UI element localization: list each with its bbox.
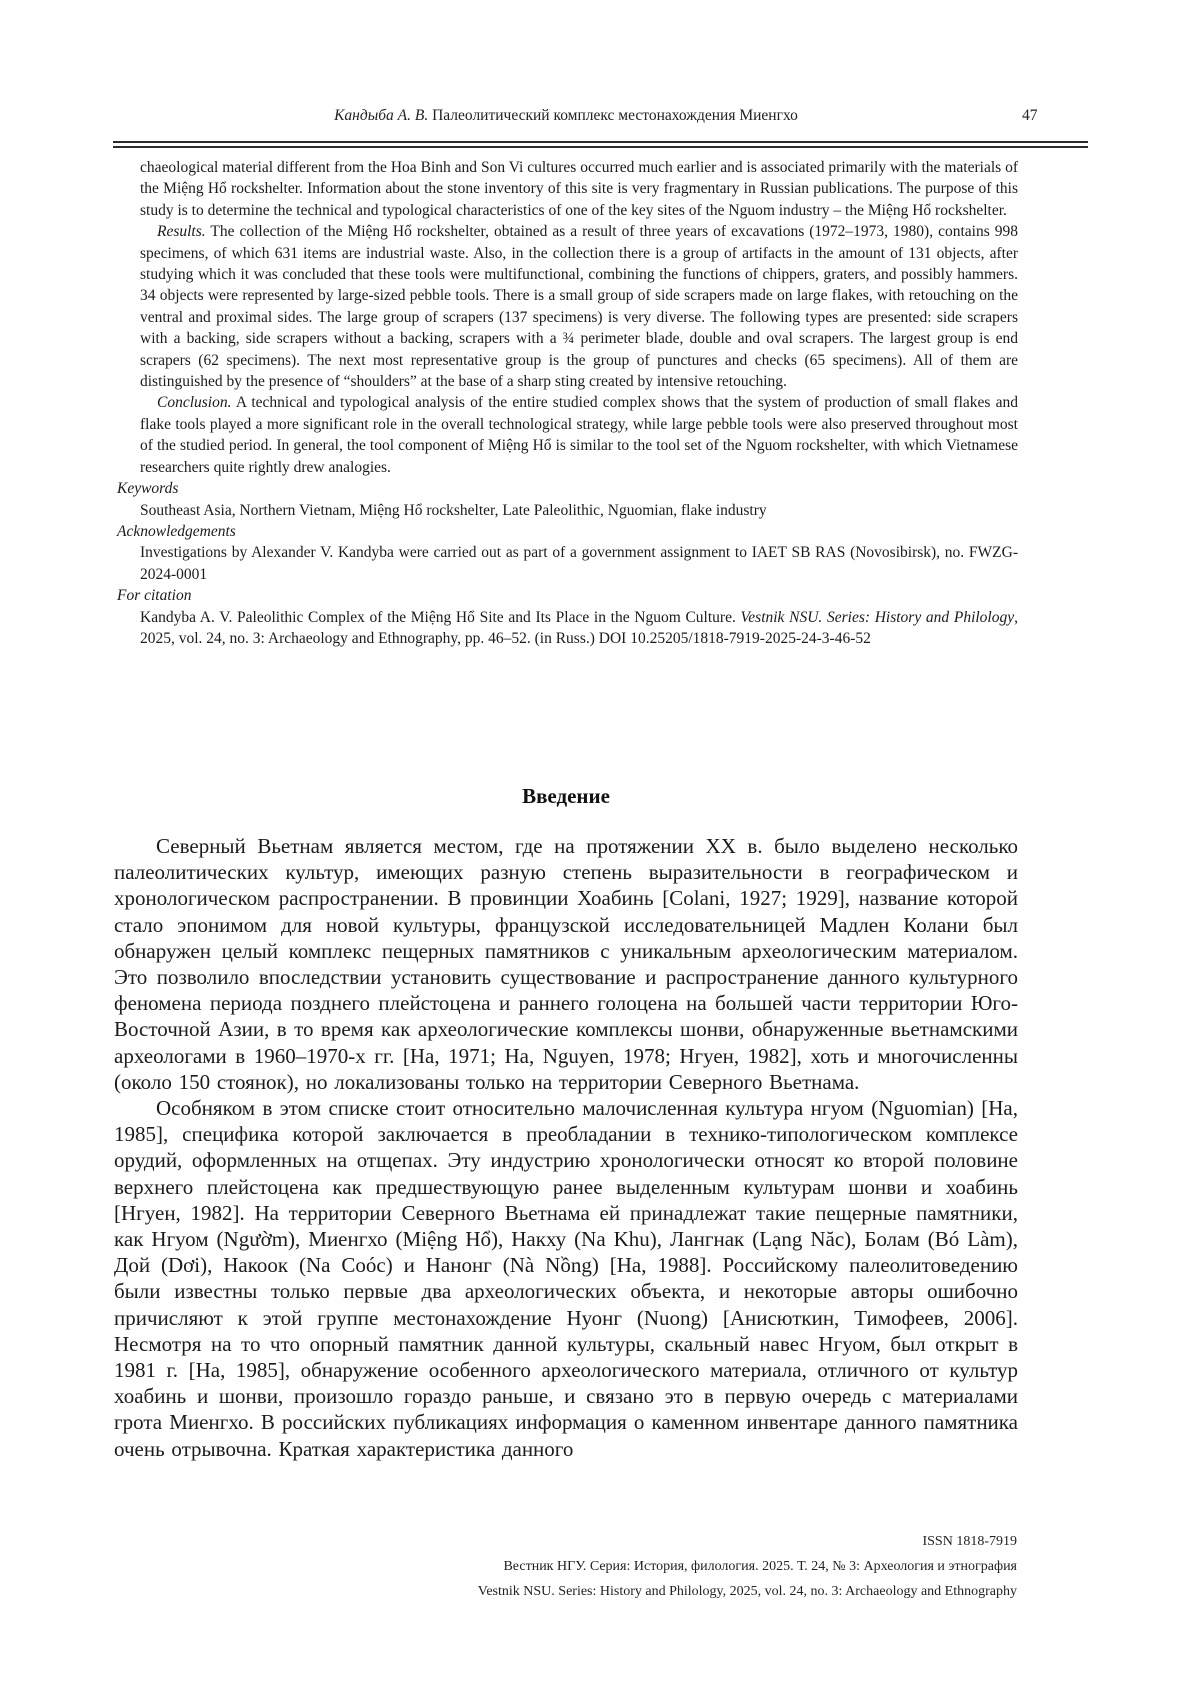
citation-text (140, 607, 1018, 650)
footer-journal-en: Vestnik NSU. Series: History and Philology, 2025, vol. 24, no. 3: Archaeology and Ethnography (477, 1584, 1017, 1599)
citation-text-after: , 2025, vol. 24, no. 3: Archaeology and Ethnography, pp. 46–52. (in Russ.) DOI 10.25205/1818-7919-2025-24-3-46-52 (140, 608, 1018, 647)
intro-paragraph: Северный Вьетнам является местом, где на протяжении XX в. было выделено несколько палеолитических культур, имеющих разную степень выразительности в географическом и хронологическом распространении. В провинции Хоабинь [Colani, 1927; 1929], название которой стало эпонимом для новой культуры, французской исследовательницей Мадлен Колани был обнаружен целый комплекс пещерных памятников с уникальным археологическим материалом. Это позволило впоследствии установить существование и распространение данного культурного феномена периода позднего плейстоцена и раннего голоцена на большей части территории Юго-Восточной Азии, в то время как археологические комплексы шонви, обнаруженные вьетнамскими археологами в 1960–1970-х гг. [Ha, 1971; Ha, Nguyen, 1978; Нгуен, 1982], хоть и многочисленны (около 150 стоянок), но локализованы только на территории Северного Вьетнама. (114, 834, 1018, 1094)
results-text: The collection of the Miệng Hổ rockshelter, obtained as a result of three years of excavations (1972–1973, 1980), contains 998 specimens, of which 631 items are industrial waste. Also, in the collection there is a group of artifacts in the amount of 131 objects, after studying which it was concluded that these tools were multifunctional, combining the functions of chippers, graters, and possibly hammers. 34 objects were represented by large-sized pebble tools. There is a small group of side scrapers made on large flakes, with retouching on the ventral and proximal sides. The large group of scrapers (137 specimens) is very diverse. The following types are presented: side scrapers with a backing, side scrapers without a backing, scrapers with a ¾ perimeter blade, double and oval scrapers. The largest group is end scrapers (62 specimens). The next most representative group is the group of punctures and checks (65 specimens). All of them are distinguished by the presence of “shoulders” at the base of a sharp sting created by intensive retouching. (140, 223, 1018, 391)
running-header (114, 107, 1018, 125)
running-title-author: Кандыба А. В. (334, 107, 429, 124)
acknowledgements-label: Acknowledgements (117, 522, 236, 540)
citation-label: For citation (117, 587, 192, 605)
citation-journal: Vestnik NSU. Series: History and Philology (740, 608, 1015, 626)
page-number: 47 (1022, 107, 1038, 124)
acknowledgements-text: Investigations by Alexander V. Kandyba were carried out as part of a government assignment to IAET SB RAS (Novosibirsk), no. FWZG-2024-0001 (140, 544, 1018, 583)
citation-text-before: Kandyba A. V. Paleolithic Complex of the Miệng Hổ Site and Its Place in the Nguom Culture. (140, 608, 741, 626)
introduction-body (114, 833, 1018, 1462)
page-footer (114, 1529, 1017, 1604)
intro-paragraph: Особняком в этом списке стоит относительно малочисленная культура нгуом (Nguomian) [Ha, 1985], специфика которой заключается в преобладании в технико-типологическом комплексе орудий, оформленных на отщепах. Эту индустрию хронологически относят ко второй половине верхнего плейстоцена как предшествующую ранее выделенным культурам шонви и хоабинь [Нгуен, 1982]. На территории Северного Вьетнама ей принадлежат такие пещерные памятники, как Нгуом (Ngườm), Миенгхо (Miệng Hổ), Накху (Na Khu), Лангнак (Lạng Năc), Болам (Bó Làm), Дой (Dơi), Накоок (Na Coóc) и Нанонг (Nà Nồng) [Ha, 1988]. Российскому палеолитоведению были известны только первые два археологических объекта, и некоторые авторы ошибочно причисляют к этой группе местонахождение Нуонг (Nuong) [Анисюткин, Тимофеев, 2006]. Несмотря на то что опорный памятник данной культуры, скальный навес Нгуом, был открыт в 1981 г. [Ha, 1985], обнаружение особенного археологического материала, отличного от культур хоабинь и шонви, произошло гораздо раньше, и связано это в первую очередь с материалами грота Миенгхо. В российских публикациях информация о каменном инвентаре данного памятника очень отрывочна. Краткая характеристика данного (114, 1096, 1018, 1461)
running-title-text: Палеолитический комплекс местонахождения Миенгхо (428, 107, 798, 124)
footer-issn: ISSN 1818-7919 (922, 1534, 1017, 1549)
abstract-continuation: chaeological material different from the Hoa Binh and Son Vi cultures occurred much earlier and is associated primarily with the materials of the Miệng Hổ rockshelter. Information about the stone inventory of this site is very fragmentary in Russian publications. The purpose of this study is to determine the technical and typological characteristics of one of the key sites of the Nguom industry – the Miệng Hổ rockshelter. (140, 159, 1018, 219)
footer-journal-ru: Вестник НГУ. Серия: История, филология. 2025. Т. 24, № 3: Археология и этнография (503, 1559, 1017, 1574)
header-rule (113, 141, 1088, 148)
front-matter (117, 157, 1018, 649)
keywords-text: Southeast Asia, Northern Vietnam, Miệng Hổ rockshelter, Late Paleolithic, Nguomian, flake industry (140, 501, 767, 519)
introduction-heading: Введение (522, 784, 610, 808)
conclusion-label: Conclusion. (157, 394, 232, 412)
abstract-conclusion (140, 392, 1018, 478)
abstract-results (140, 221, 1018, 392)
results-label: Results. (157, 223, 206, 241)
keywords-label: Keywords (117, 480, 179, 498)
conclusion-text: A technical and typological analysis of the entire studied complex shows that the system of production of small flakes and flake tools played a more significant role in the overall technological strategy, while large pebble tools were also preserved throughout most of the studied period. In general, the tool component of Miệng Hổ is similar to the tool set of the Nguom rockshelter, with which Vietnamese researchers quite rightly drew analogies. (140, 394, 1018, 476)
